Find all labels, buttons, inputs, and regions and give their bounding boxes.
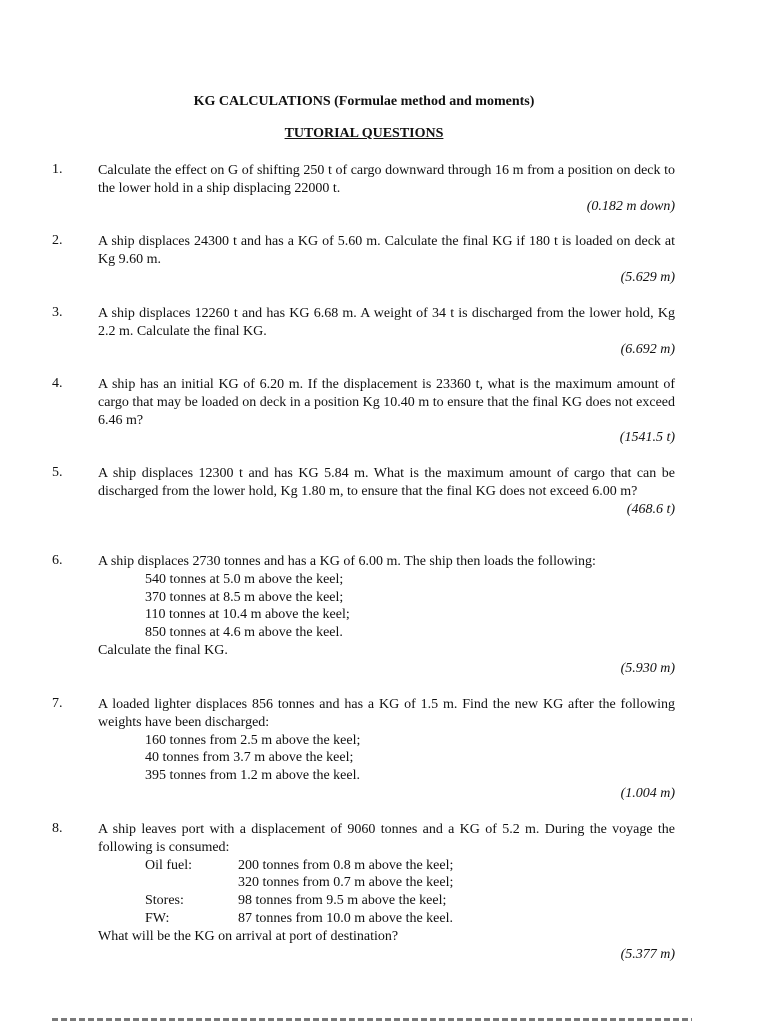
consumption-label: Stores: xyxy=(145,893,184,909)
consumption-value: 87 tonnes from 10.0 m above the keel. xyxy=(238,910,454,926)
question-number: 5. xyxy=(52,465,63,480)
consumption-row xyxy=(98,892,675,910)
question-answer: (5.629 m) xyxy=(620,269,675,285)
question-text: A ship displaces 2730 tonnes and has a KG of 6.00 m. The ship then loads the following: xyxy=(98,554,596,569)
question-body xyxy=(98,821,675,963)
question-number: 1. xyxy=(52,162,63,177)
consumption-label: FW: xyxy=(145,910,170,926)
consumption-row xyxy=(98,910,675,928)
question-body xyxy=(98,696,675,803)
consumption-value: 200 tonnes from 0.8 m above the keel; xyxy=(238,857,454,873)
consumption-label xyxy=(145,874,238,892)
question-text: Calculate the effect on G of shifting 250 t of cargo downward through 16 m from a position on deck to the lower hold in a ship displacing 22000 t. xyxy=(98,163,675,196)
consumption-value: 98 tonnes from 9.5 m above the keel; xyxy=(238,893,447,909)
discharge-item: 395 tonnes from 1.2 m above the keel. xyxy=(145,768,361,784)
question-answer: (468.6 t) xyxy=(626,501,675,517)
question-text: A ship displaces 24300 t and has a KG of 5.60 m. Calculate the final KG if 180 t is loaded on deck at Kg 9.60 m. xyxy=(98,234,675,267)
question-text: A ship displaces 12300 t and has KG 5.84 m. What is the maximum amount of cargo that can be discharged from the lower hold, Kg 1.80 m, to ensure that the final KG does not exceed 6.00 m? xyxy=(98,466,675,499)
cut-off-footer-line xyxy=(52,1018,692,1021)
load-item: 370 tonnes at 8.5 m above the keel; xyxy=(145,589,344,605)
question-body xyxy=(98,465,675,518)
question-number: 8. xyxy=(52,821,63,836)
consumption-row xyxy=(98,857,675,875)
question-number: 4. xyxy=(52,376,63,391)
question-number: 7. xyxy=(52,696,63,711)
question-answer: (1.004 m) xyxy=(620,785,675,801)
question-number: 6. xyxy=(52,553,63,568)
question-number: 3. xyxy=(52,305,63,320)
load-item: 110 tonnes at 10.4 m above the keel; xyxy=(145,607,350,623)
question-answer: (6.692 m) xyxy=(620,341,675,357)
question-body xyxy=(98,553,675,678)
question-answer: (1541.5 t) xyxy=(619,430,675,446)
question-answer: (0.182 m down) xyxy=(586,198,675,214)
document-title: KG CALCULATIONS (Formulae method and moments) xyxy=(193,94,535,109)
consumption-row xyxy=(98,874,675,892)
consumption-label: Oil fuel: xyxy=(145,857,193,873)
question-text: A ship leaves port with a displacement of 9060 tonnes and a KG of 5.2 m. During the voyage the following is consumed: xyxy=(98,822,675,855)
load-item: 850 tonnes at 4.6 m above the keel. xyxy=(145,625,343,641)
question-answer: (5.377 m) xyxy=(620,946,675,962)
question-text: A loaded lighter displaces 856 tonnes and has a KG of 1.5 m. Find the new KG after the following weights have been discharged: xyxy=(98,697,675,730)
load-item: 540 tonnes at 5.0 m above the keel; xyxy=(145,571,344,587)
question-number: 2. xyxy=(52,233,63,248)
question-text: A ship displaces 12260 t and has KG 6.68 m. A weight of 34 t is discharged from the lower hold, Kg 2.2 m. Calculate the final KG. xyxy=(98,306,675,339)
question-body xyxy=(98,233,675,286)
question-closing: Calculate the final KG. xyxy=(98,642,228,658)
consumption-value: 320 tonnes from 0.7 m above the keel; xyxy=(238,875,454,891)
question-closing: What will be the KG on arrival at port of destination? xyxy=(98,928,399,944)
discharge-item: 160 tonnes from 2.5 m above the keel; xyxy=(145,732,361,748)
question-body xyxy=(98,376,675,447)
question-text: A ship has an initial KG of 6.20 m. If the displacement is 23360 t, what is the maximum amount of cargo that may be loaded on deck in a position Kg 10.40 m to ensure that the final KG does not exceed 6.46 m? xyxy=(98,377,675,428)
discharge-item: 40 tonnes from 3.7 m above the keel; xyxy=(145,750,354,766)
question-body xyxy=(98,162,675,215)
question-answer: (5.930 m) xyxy=(620,660,675,676)
question-body xyxy=(98,305,675,358)
document-subtitle: TUTORIAL QUESTIONS xyxy=(284,126,444,141)
